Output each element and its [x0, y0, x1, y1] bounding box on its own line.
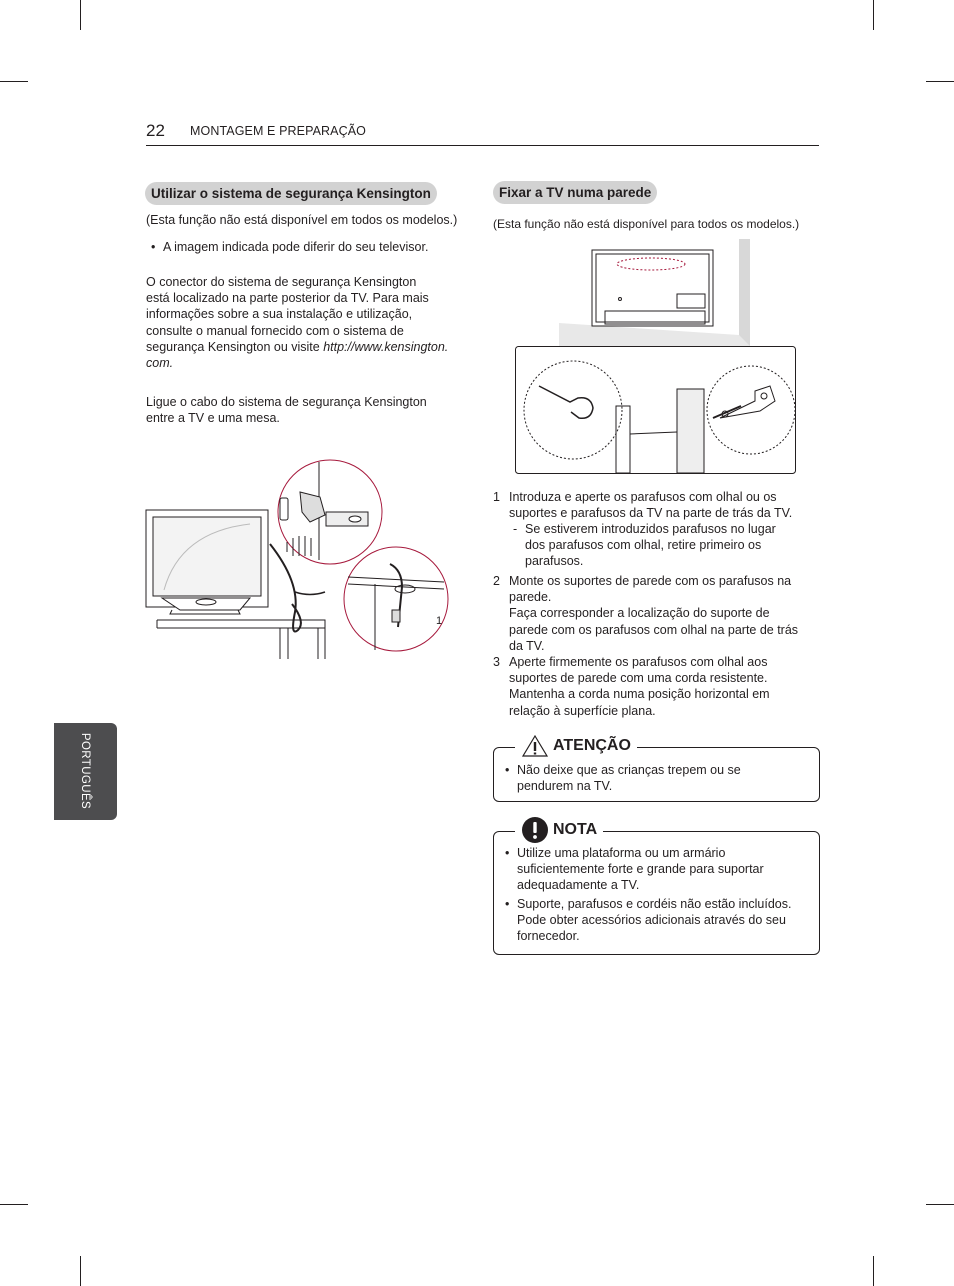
text-line: está localizado na parte posterior da TV. Para mais: [146, 291, 429, 306]
exclamation-icon: [521, 816, 549, 844]
text-line: consulte o manual fornecido com o sistema de: [146, 323, 404, 338]
kensington-paragraph-2: [146, 394, 427, 426]
text-line: Aperte firmemente os parafusos com olhal aos: [509, 655, 768, 669]
text-line: suficientemente forte e grande para suportar: [517, 862, 764, 877]
text-line: suportes de parede com uma corda resistente.: [509, 671, 768, 686]
crop-mark: [873, 0, 874, 30]
note-title-text: NOTA: [553, 821, 598, 838]
text-line: pendurem na TV.: [517, 779, 613, 794]
text-line: relação à superfície plana.: [509, 703, 656, 718]
wall-mount-heading: Fixar a TV numa parede: [493, 181, 657, 204]
kensington-paragraph-1: [146, 274, 448, 371]
caution-title: [515, 733, 637, 759]
text-line: suportes e parafusos da TV na parte de trás da TV.: [509, 506, 793, 521]
note-title: [515, 816, 603, 844]
text-line: parede com os parafusos com olhal na parte de trás: [509, 622, 799, 637]
text-line: adequadamente a TV.: [517, 878, 640, 893]
section-title: MONTAGEM E PREPARAÇÃO: [190, 124, 366, 138]
language-tab-label: PORTUGUÊS: [79, 732, 91, 810]
crop-mark: [80, 1256, 81, 1286]
warning-triangle-icon: [521, 734, 549, 758]
step-number: 1: [493, 490, 500, 504]
wall-mount-availability: (Esta função não está disponível para todos os modelos.): [493, 217, 800, 231]
bullet-dot: •: [505, 897, 510, 911]
text-line: Faça corresponder a localização do suporte de: [509, 606, 770, 621]
text-line: Não deixe que as crianças trepem ou se: [517, 763, 741, 777]
bullet-dot: •: [505, 846, 510, 860]
step-number: 2: [493, 574, 500, 588]
text-line: [146, 339, 448, 355]
tv-back-illustration: [559, 239, 750, 346]
text-line: Introduza e aperte os parafusos com olhal ou os: [509, 490, 777, 504]
crop-mark: [0, 81, 28, 82]
text-line: informações sobre a sua instalação e utilização,: [146, 307, 413, 322]
text-line: entre a TV e uma mesa.: [146, 411, 280, 426]
kensington-bullet: [151, 239, 428, 255]
bullet-dot: •: [151, 240, 156, 254]
text-line: Monte os suportes de parede com os parafusos na: [509, 574, 792, 588]
text-line: parede.: [509, 590, 552, 605]
note-item-1: [505, 845, 764, 894]
crop-mark: [926, 1204, 954, 1205]
wall-bracket-illustration: [515, 346, 796, 474]
text-line: O conector do sistema de segurança Kensington: [146, 275, 417, 289]
crop-mark: [873, 1256, 874, 1286]
text-line: fornecedor.: [517, 929, 580, 944]
bullet-dot: •: [505, 763, 510, 777]
crop-mark: [0, 1204, 28, 1205]
text-line: Suporte, parafusos e cordéis não estão incluídos.: [517, 897, 792, 911]
kensington-illustration: [140, 452, 458, 664]
header-rule: [146, 145, 819, 146]
kensington-availability: (Esta função não está disponível em todos os modelos.): [146, 213, 458, 227]
caution-item: [505, 762, 741, 794]
figure-label: 1: [436, 615, 443, 627]
text-line: Mantenha a corda numa posição horizontal em: [509, 687, 770, 702]
text-line: Se estiverem introduzidos parafusos no lugar: [525, 522, 776, 536]
caution-title-text: ATENÇÃO: [553, 737, 631, 754]
note-item-2: [505, 896, 791, 945]
step-3: [493, 654, 770, 719]
text-line: Utilize uma plataforma ou um armário: [517, 846, 726, 860]
page-number: 22: [146, 121, 165, 140]
crop-mark: [926, 81, 954, 82]
step-1-substep: [513, 521, 776, 570]
text-line: [146, 355, 448, 371]
text-line: dos parafusos com olhal, retire primeiro os: [525, 538, 762, 553]
text-line: Ligue o cabo do sistema de segurança Kensington: [146, 395, 427, 409]
kensington-heading: Utilizar o sistema de segurança Kensington: [145, 182, 437, 205]
kensington-bullet-text: A imagem indicada pode diferir do seu televisor.: [163, 240, 429, 254]
step-2: [493, 573, 798, 654]
substep-marker: -: [513, 522, 518, 536]
kensington-link-continued[interactable]: com.: [146, 356, 174, 371]
text-line: Pode obter acessórios adicionais através do seu: [517, 913, 786, 928]
step-number: 3: [493, 655, 500, 669]
step-1: [493, 489, 792, 521]
crop-mark: [80, 0, 81, 30]
text-line: da TV.: [509, 638, 545, 653]
kensington-link[interactable]: http://www.kensington.: [323, 339, 449, 354]
text-span: segurança Kensington ou visite: [146, 339, 324, 354]
text-line: parafusos.: [525, 554, 584, 569]
